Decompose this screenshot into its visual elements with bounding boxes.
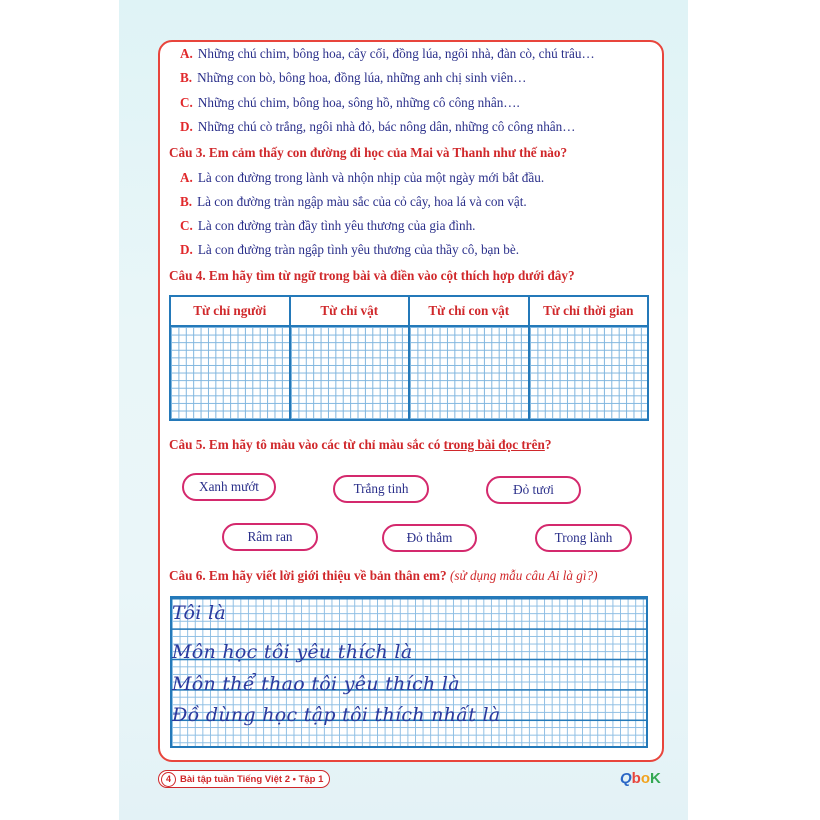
book-title: Bài tập tuần Tiếng Việt 2 • Tập 1 (180, 773, 324, 785)
option-text: Là con đường tràn đầy tình yêu thương của gia đình. (197, 218, 476, 233)
word-pill-trong-lanh[interactable]: Trong lành (535, 524, 632, 552)
q2-option-d[interactable] (180, 119, 575, 135)
logo-letter: Q (620, 770, 632, 787)
option-letter: A. (180, 170, 193, 185)
column-header-animals: Từ chỉ con vật (409, 296, 529, 326)
handwriting-line-2: Môn học tôi yêu thích là (172, 641, 413, 663)
option-text: Là con đường trong lành và nhộn nhịp của một ngày mới bắt đầu. (197, 170, 545, 185)
word-pill-do-tuoi[interactable]: Đỏ tươi (486, 476, 581, 504)
word-pill-do-tham[interactable]: Đỏ thắm (382, 524, 477, 552)
option-letter: D. (180, 242, 193, 257)
option-text: Là con đường tràn ngập màu sắc của cỏ cây, hoa lá và con vật. (197, 194, 527, 209)
q5-title-suffix: ? (544, 437, 552, 452)
option-letter: C. (180, 218, 193, 233)
page-number: 4 (161, 772, 176, 787)
answer-cell-people[interactable] (170, 326, 290, 420)
q6-title (169, 568, 598, 584)
option-text: Những chú cò trắng, ngôi nhà đỏ, bác nông dân, những cô công nhân… (197, 119, 576, 134)
option-letter: C. (180, 95, 193, 110)
q3-title: Câu 3. Em cảm thấy con đường đi học của Mai và Thanh như thế nào? (169, 145, 568, 160)
option-text: Những con bò, bông hoa, đồng lúa, những anh chị sinh viên… (197, 70, 527, 85)
answer-cell-time[interactable] (529, 326, 649, 420)
q3-option-c[interactable] (180, 218, 475, 234)
column-header-people: Từ chỉ người (170, 296, 290, 326)
option-letter: B. (180, 70, 193, 85)
handwriting-line-1: Tôi là (172, 602, 226, 624)
word-category-table (169, 295, 649, 421)
option-letter: D. (180, 119, 193, 134)
q5-title (169, 437, 551, 453)
q5-title-underlined: trong bài đọc trên (443, 437, 545, 452)
q3-option-d[interactable] (180, 242, 519, 258)
q5-title-prefix: Câu 5. Em hãy tô màu vào các từ chỉ màu sắc có (169, 437, 444, 452)
publisher-logo (620, 770, 661, 787)
option-letter: B. (180, 194, 193, 209)
q2-option-b[interactable] (180, 70, 526, 86)
answer-cell-animals[interactable] (409, 326, 529, 420)
q3-option-a[interactable] (180, 170, 544, 186)
word-pill-xanh-muot[interactable]: Xanh mướt (182, 473, 276, 501)
q3-option-b[interactable] (180, 194, 527, 210)
column-header-time: Từ chỉ thời gian (529, 296, 649, 326)
logo-letter: b (631, 770, 641, 787)
word-pill-ram-ran[interactable]: Râm ran (222, 523, 318, 551)
word-pill-trang-tinh[interactable]: Trắng tinh (333, 475, 429, 503)
option-text: Những chú chim, bông hoa, cây cối, đồng lúa, ngôi nhà, đàn cò, chú trâu… (197, 46, 595, 61)
column-header-objects: Từ chỉ vật (290, 296, 410, 326)
handwriting-line-4: Đồ dùng học tập tôi thích nhất là (172, 704, 501, 726)
footer-book-badge (158, 770, 330, 788)
answer-cell-objects[interactable] (290, 326, 410, 420)
q2-option-a[interactable] (180, 46, 595, 62)
handwriting-line-3: Môn thể thao tôi yêu thích là (172, 673, 460, 695)
option-text: Những chú chim, bông hoa, sông hồ, những cô công nhân…. (197, 95, 520, 110)
logo-letter: o (640, 770, 651, 787)
q6-title-text: Câu 6. Em hãy viết lời giới thiệu về bản thân em? (169, 568, 447, 583)
q6-hint: (sử dụng mẫu câu Ai là gì?) (449, 568, 598, 583)
option-text: Là con đường tràn ngập tình yêu thương của thầy cô, bạn bè. (197, 242, 520, 257)
q4-title: Câu 4. Em hãy tìm từ ngữ trong bài và điền vào cột thích hợp dưới đây? (169, 268, 575, 283)
q2-option-c[interactable] (180, 95, 520, 111)
logo-letter: K (650, 770, 661, 787)
option-letter: A. (180, 46, 193, 61)
